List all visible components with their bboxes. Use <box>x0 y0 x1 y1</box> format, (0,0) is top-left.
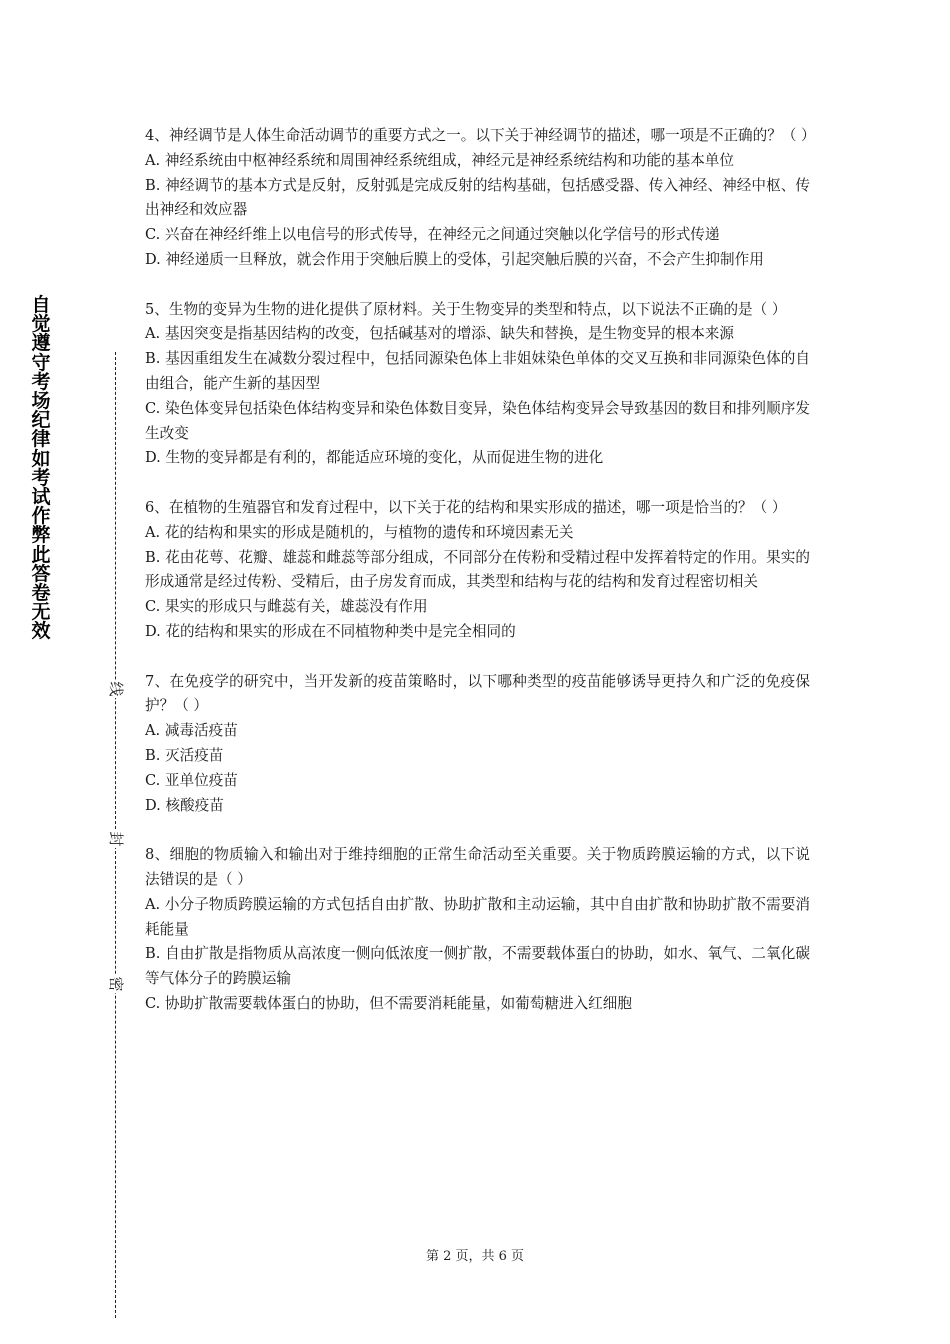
question-list <box>145 124 816 1041</box>
option-b: B. 基因重组发生在减数分裂过程中，包括同源染色体上非姐妹染色单体的交叉互换和非同源染色体的自由组合，能产生新的基因型 <box>145 350 810 392</box>
option-a: A. 小分子物质跨膜运输的方式包括自由扩散、协助扩散和主动运输，其中自由扩散和协助扩散不需要消耗能量 <box>145 895 810 938</box>
option-b: B. 花由花萼、花瓣、雄蕊和雌蕊等部分组成，不同部分在传粉和受精过程中发挥着特定的作用。果实的形成通常是经过传粉、受精后，由子房发育而成，其类型和结构与花的结构和发育过程密切相关 <box>145 548 810 591</box>
option-a: A. 神经系统由中枢神经系统和周围神经系统组成，神经元是神经系统结构和功能的基本单位 <box>145 151 734 169</box>
option-a: A. 花的结构和果实的形成是随机的，与植物的遗传和环境因素无关 <box>145 523 574 541</box>
option-a: A. 基因突变是指基因结构的改变，包括碱基对的增添、缺失和替换，是生物变异的根本来源 <box>145 325 734 343</box>
option-d: D. 生物的变异都是有利的，都能适应环境的变化，从而促进生物的进化 <box>145 449 604 467</box>
question-stem: 5、生物的变异为生物的进化提供了原材料。关于生物变异的类型和特点，以下说法不正确的是（ ） <box>145 300 787 318</box>
question-stem: 8、细胞的物质输入和输出对于维持细胞的正常生命活动至关重要。关于物质跨膜运输的方式，以下说法错误的是（ ） <box>145 846 810 888</box>
question-stem: 4、神经调节是人体生命活动调节的重要方式之一。以下关于神经调节的描述，哪一项是不正确的？（ ） <box>145 127 816 144</box>
option-c: C. 染色体变异包括染色体结构变异和染色体数目变异，染色体结构变异会导致基因的数目和排列顺序发生改变 <box>145 399 810 442</box>
page-number: 第 2 页，共 6 页 <box>425 1249 525 1264</box>
exam-discipline-warning: 自觉遵守考场纪律如考试作弊此答卷无效 <box>31 294 51 643</box>
option-c: C. 兴奋在神经纤维上以电信号的形式传导，在神经元之间通过突触以化学信号的形式传递 <box>145 226 720 244</box>
binding-char-feng: 封 <box>107 831 125 847</box>
binding-char-xian: 线 <box>107 681 125 697</box>
option-c: C. 果实的形成只与雌蕊有关，雄蕊没有作用 <box>145 598 428 616</box>
question-7 <box>145 670 810 819</box>
option-d: D. 神经递质一旦释放，就会作用于突触后膜上的受体，引起突触后膜的兴奋，不会产生抑制作用 <box>145 250 764 268</box>
option-b: B. 自由扩散是指物质从高浓度一侧向低浓度一侧扩散，不需要载体蛋白的协助，如水、氧气、二氧化碳等气体分子的跨膜运输 <box>145 945 810 988</box>
question-6 <box>145 496 810 645</box>
option-b: B. 灭活疫苗 <box>145 746 224 764</box>
binding-char-mi: 密 <box>107 976 125 992</box>
option-c: C. 协助扩散需要载体蛋白的协助，但不需要消耗能量，如葡萄糖进入红细胞 <box>145 994 632 1012</box>
question-8 <box>145 843 810 1017</box>
question-4 <box>145 124 816 273</box>
option-a: A. 减毒活疫苗 <box>145 722 238 740</box>
binding-line <box>104 352 128 1318</box>
question-5 <box>145 298 810 472</box>
question-stem: 6、在植物的生殖器官和发育过程中，以下关于花的结构和果实形成的描述，哪一项是恰当的？（ ） <box>145 498 787 516</box>
option-b: B. 神经调节的基本方式是反射，反射弧是完成反射的结构基础，包括感受器、传入神经、神经中枢、传出神经和效应器 <box>145 176 810 219</box>
question-stem: 7、在免疫学的研究中，当开发新的疫苗策略时，以下哪种类型的疫苗能够诱导更持久和广泛的免疫保护？（ ） <box>145 672 810 715</box>
option-d: D. 核酸疫苗 <box>145 796 224 814</box>
option-d: D. 花的结构和果实的形成在不同植物种类中是完全相同的 <box>145 622 516 640</box>
option-c: C. 亚单位疫苗 <box>145 771 238 789</box>
